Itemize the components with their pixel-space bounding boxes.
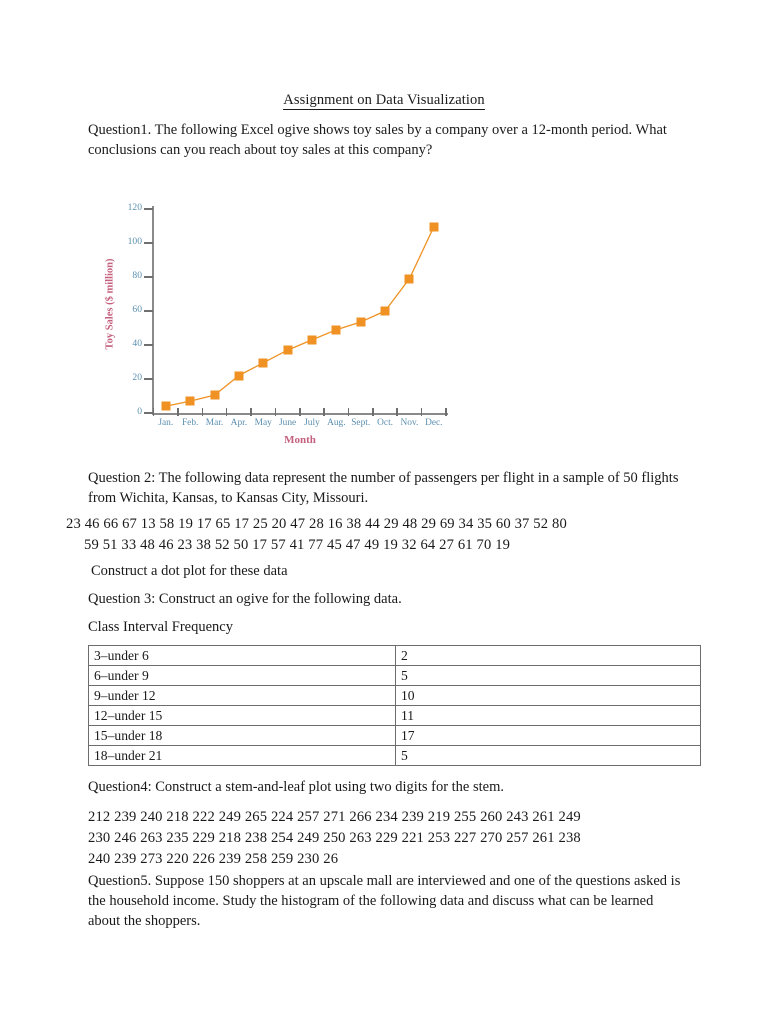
chart-y-tick [144,276,153,278]
chart-x-tick [323,408,325,416]
frequency-cell: 10 [396,686,701,706]
chart-y-tick [144,344,153,346]
chart-y-tick-label: 120 [127,202,142,213]
chart-x-tick [275,408,277,416]
chart-x-tick [445,408,447,416]
class-interval-cell: 15–under 18 [89,726,396,746]
chart-y-tick [144,310,153,312]
question3-table-caption: Class Interval Frequency [88,619,233,635]
question4-data-line-3: 240 239 273 220 226 239 258 259 230 26 [88,851,339,867]
chart-x-tick-label: June [279,418,297,428]
chart-y-tick-label: 0 [137,406,142,417]
chart-x-tick-label: Jan. [158,418,174,428]
table-row [89,686,701,706]
chart-y-tick-label: 20 [132,372,142,383]
chart-x-tick-label: Sept. [351,418,371,428]
frequency-cell: 11 [396,706,701,726]
chart-x-tick [299,408,301,416]
question4-data-line-1: 212 239 240 218 222 249 265 224 257 271 266 234 239 219 255 260 243 261 249 [88,809,581,825]
table-row [89,706,701,726]
frequency-table [88,645,701,766]
chart-x-tick-label: July [304,418,320,428]
chart-x-tick-label: May [254,418,272,428]
chart-x-tick-label: Oct. [377,418,394,428]
frequency-cell: 17 [396,726,701,746]
chart-y-tick [144,242,153,244]
chart-x-tick [202,408,204,416]
class-interval-cell: 12–under 15 [89,706,396,726]
chart-data-point [307,335,316,344]
question4-paragraph: Question4: Construct a stem-and-leaf plot using two digits for the stem. [88,779,505,795]
toy-sales-ogive-chart [104,196,460,452]
chart-x-tick-label: Aug. [327,418,346,428]
chart-y-tick-label: 80 [132,270,142,281]
chart-x-tick-label: Mar. [205,418,224,428]
chart-x-tick [372,408,374,416]
chart-y-axis-title: Toy Sales ($ million) [104,258,116,350]
question1-paragraph: Question1. The following Excel ogive shows toy sales by a company over a 12-month period. What conclusions can you reach about toy sales at this company? [88,122,667,158]
chart-y-tick-label: 100 [127,236,142,247]
chart-x-axis-title: Month [284,434,316,446]
chart-data-point [234,371,243,380]
chart-x-tick-label: Feb. [181,418,199,428]
class-interval-cell: 9–under 12 [89,686,396,706]
chart-data-point [405,274,414,283]
question2-task: Construct a dot plot for these data [91,563,288,579]
chart-y-tick [144,378,153,380]
chart-data-point [429,222,438,231]
table-row [89,726,701,746]
chart-x-tick [250,408,252,416]
chart-x-tick [177,408,179,416]
class-interval-cell: 3–under 6 [89,646,396,666]
chart-data-point [332,325,341,334]
table-row [89,646,701,666]
chart-plot-svg [112,196,460,452]
question2-data-line-2: 59 51 33 48 46 23 38 52 50 17 57 41 77 45 47 49 19 32 64 27 61 70 19 [84,537,511,553]
chart-x-tick [226,408,228,416]
question3-paragraph: Question 3: Construct an ogive for the following data. [88,591,402,607]
page-title-text: Assignment on Data Visualization [283,92,485,108]
chart-x-tick [421,408,423,416]
chart-x-tick-label: Nov. [400,418,419,428]
chart-y-tick [144,208,153,210]
question4-data-line-2: 230 246 263 235 229 218 238 254 249 250 263 229 221 253 227 270 257 261 238 [88,830,581,846]
chart-y-tick-label: 60 [132,304,142,315]
chart-x-tick [348,408,350,416]
page-title [0,0,768,109]
chart-x-tick [153,408,155,416]
chart-y-tick [144,412,153,414]
chart-x-tick-label: Apr. [230,418,248,428]
chart-data-point [259,358,268,367]
question5-paragraph: Question5. Suppose 150 shoppers at an upscale mall are interviewed and one of the questions asked is the household income. Study the histogram of the following data and discuss what can be learned about the shoppers. [88,873,681,929]
chart-x-tick [396,408,398,416]
frequency-cell: 5 [396,746,701,766]
chart-data-point [381,307,390,316]
chart-data-point [356,318,365,327]
chart-data-point [186,397,195,406]
frequency-cell: 2 [396,646,701,666]
chart-y-tick-label: 40 [132,338,142,349]
table-row [89,746,701,766]
frequency-table-container [88,645,684,766]
frequency-cell: 5 [396,666,701,686]
chart-data-point [210,391,219,400]
chart-data-point [283,346,292,355]
table-row [89,666,701,686]
chart-x-tick-label: Dec. [425,418,443,428]
question2-paragraph: Question 2: The following data represent the number of passengers per flight in a sample of 50 flights from Wichita, Kansas, to Kansas City, Missouri. [88,470,679,506]
chart-data-point [161,402,170,411]
class-interval-cell: 18–under 21 [89,746,396,766]
class-interval-cell: 6–under 9 [89,666,396,686]
question2-data-line-1: 23 46 66 67 13 58 19 17 65 17 25 20 47 28 16 38 44 29 48 29 69 34 35 60 37 52 80 [66,516,567,532]
